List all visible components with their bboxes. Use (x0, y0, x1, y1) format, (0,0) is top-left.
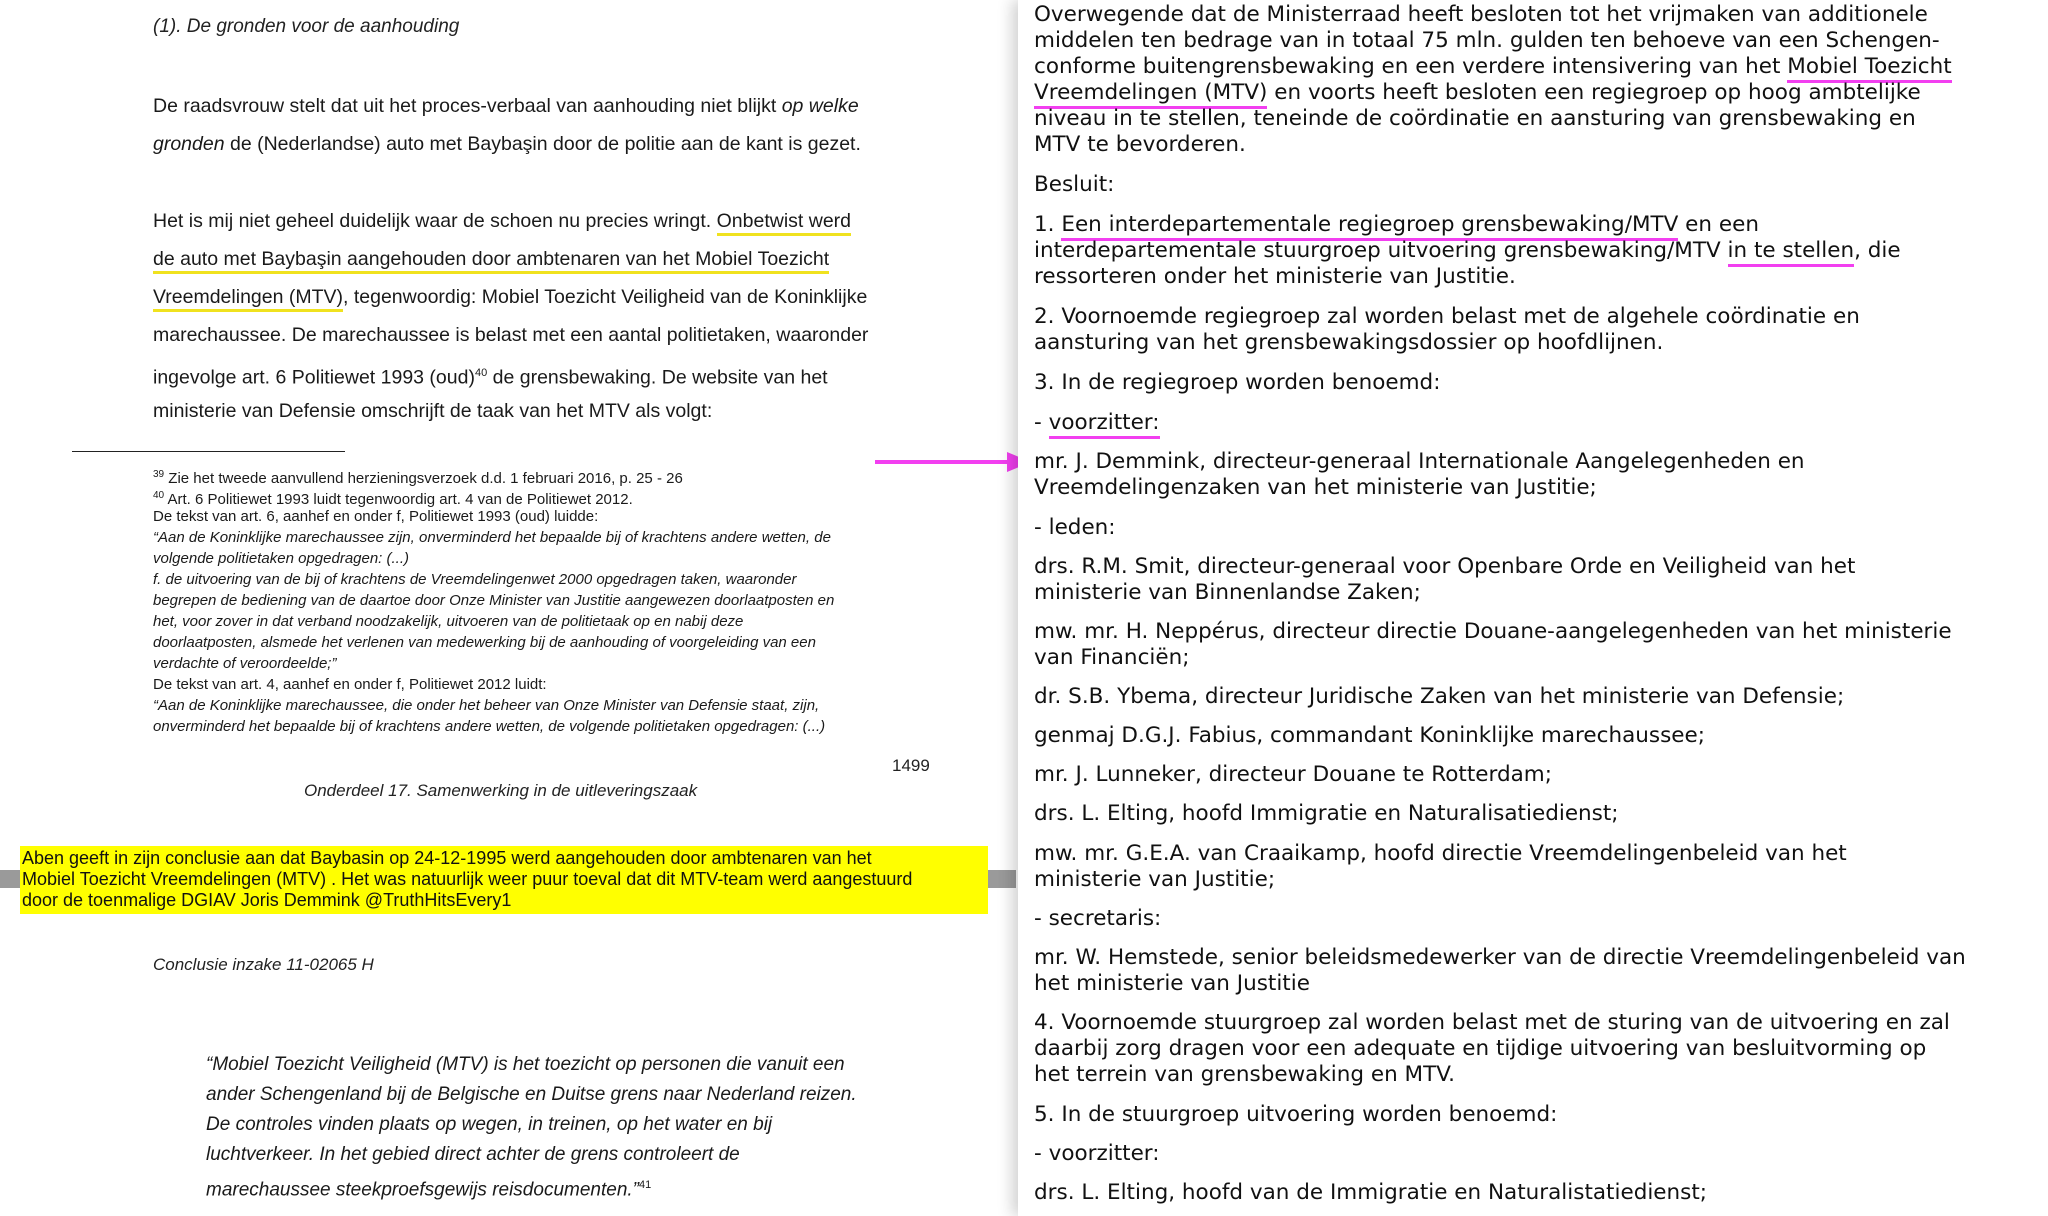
member-hemstede: mr. W. Hemstede, senior beleidsmedewerker van de directie Vreemdelingenbeleid van het ministerie van Justitie (1034, 945, 1966, 996)
page-header-conclusie: Conclusie inzake 11-02065 H (153, 955, 374, 974)
footnotes: $^{39}$ Zie het tweede aanvullend herzieningsverzoek d.d. 1 februari 2016, p. 25 - 26 $^{40}$ Art. 6 Politiewet 1993 luidt tegenwoordig art. 4 van de Politiewet 2012. De tekst van art. 6, aanhef en onder f, Politiewet 1993 (oud) luidde: “Aan de Koninklijke marechaussee zijn, onverminderd het bepaalde bij of krachtens andere wetten, de volgende politietaken opgedragen: (...) f. de uitvoering van de bij of krachtens de Vreemdelingenwet 2000 opgedragen taken, waaronder begrepen de bediening van de daartoe door Onze Minister van Justitie aangewezen doorlaatposten en het, voor zover in dat verband noodzakelijk, uitvoeren van de politietaak op en nabij deze doorlaatposten, alsmede het verlenen van medewerking bij de aanhouding of voorgeleiding van een verdachte of veroordeelde;” De tekst van art. 4, aanhef en onder f, Politiewet 2012 luidt: “Aan de Koninklijke marechaussee, die onder het beheer van Onze Minister van Defensie staat, zijn, onverminderd het bepaalde bij of krachtens andere wetten, de volgende politietaken opgedragen: (...) (153, 464, 853, 737)
member-craaikamp: mw. mr. G.E.A. van Craaikamp, hoofd directie Vreemdelingenbeleid van het ministerie van Justitie; (1034, 841, 1847, 892)
secretaris-label: - secretaris: (1034, 906, 1162, 931)
paragraph-onbetwist: Het is mij niet geheel duidelijk waar de schoen nu precies wringt. Onbetwist werd de auto met Baybaşin aangehouden door ambtenaren van het Mobiel Toezicht Vreemdelingen (MTV), tegenwoordig: Mobiel Toezicht Veiligheid van de Koninklijke marechaussee. De marechaussee is belast met een aantal politietaken, waaronder ingevolge art. 6 Politiewet 1993 (oud)$^{40}$ de grensbewaking. De website van het ministerie van Defensie omschrijft de taak van het MTV als volgt: (153, 210, 869, 422)
page-subheading: Onderdeel 17. Samenwerking in de uitleveringszaak (304, 781, 698, 800)
divider-edge (988, 870, 1016, 888)
besluit-label: Besluit: (1034, 172, 1115, 197)
member-lunneker: mr. J. Lunneker, directeur Douane te Rotterdam; (1034, 762, 1552, 787)
yellow-underline-highlight: Onbetwist werd (717, 210, 851, 236)
member-fabius: genmaj D.G.J. Fabius, commandant Koninklijke marechaussee; (1034, 723, 1705, 748)
pink-underline-highlight: in te stellen (1728, 238, 1855, 267)
member-nepperus: mw. mr. H. Neppérus, directeur directie Douane-aangelegenheden van het ministerie van Financiën; (1034, 619, 1952, 670)
divider-edge (0, 870, 20, 888)
page-number: 1499 (892, 756, 930, 775)
leden-label: - leden: (1034, 515, 1116, 540)
footnote-divider (72, 451, 345, 452)
member-smit: drs. R.M. Smit, directeur-generaal voor Openbare Orde en Veiligheid van het ministerie van Binnenlandse Zaken; (1034, 554, 1856, 605)
paragraph-besluit-3: 3. In de regiegroep worden benoemd: (1034, 370, 1441, 395)
member-demmink: mr. J. Demmink, directeur-generaal Internationale Aangelegenheden en Vreemdelingenzaken van het ministerie van Justitie; (1034, 449, 1805, 500)
member-elting-2: drs. L. Elting, hoofd van de Immigratie en Naturalistatiedienst; (1034, 1180, 1708, 1205)
pink-underline-highlight: Mobiel Toezicht (1787, 54, 1951, 83)
member-ybema: dr. S.B. Ybema, directeur Juridische Zaken van het ministerie van Defensie; (1034, 684, 1845, 709)
paragraph-besluit-1: 1. Een interdepartementale regiegroep grensbewaking/MTV en een interdepartementale stuurgroep uitvoering grensbewaking/MTV in te stellen, die ressorteren onder het ministerie van Justitie. (1034, 212, 1901, 289)
paragraph-besluit-2: 2. Voornoemde regiegroep zal worden belast met de algehele coördinatie en aansturing van het grensbewakingsdossier op hoofdlijnen. (1034, 304, 1860, 355)
paragraph-besluit-4: 4. Voornoemde stuurgroep zal worden belast met de sturing van de uitvoering en zal daarbij zorg dragen voor een adequate en tijdige uitvoering van besluitvorming op het terrein van grensbewaking en MTV. (1034, 1010, 1950, 1087)
pink-underline-highlight: Vreemdelingen (MTV) (1034, 80, 1267, 109)
highlighted-commentary-box: Aben geeft in zijn conclusie aan dat Baybasin op 24-12-1995 werd aangehouden door ambtenaren van het Mobiel Toezicht Vreemdelingen (MTV) . Het was natuurlijk weer puur toeval dat dit MTV-team werd aangestuurd door de toenmalige DGIAV Joris Demmink @TruthHitsEvery1 (20, 846, 988, 914)
voorzitter-label: - voorzitter: (1034, 410, 2014, 436)
yellow-underline-highlight: de auto met Baybaşin aangehouden door ambtenaren van het Mobiel Toezicht (153, 248, 829, 274)
pink-underline-highlight: Een interdepartementale regiegroep grensbewaking/MTV (1061, 212, 1678, 241)
member-elting: drs. L. Elting, hoofd Immigratie en Naturalisatiedienst; (1034, 801, 1619, 826)
paragraph-besluit-5: 5. In de stuurgroep uitvoering worden benoemd: (1034, 1102, 1558, 1127)
voorzitter2-label: - voorzitter: (1034, 1141, 1160, 1166)
yellow-underline-highlight: Vreemdelingen (MTV) (153, 286, 343, 312)
left-document-panel (0, 0, 1016, 1216)
pink-underline-highlight: voorzitter: (1049, 410, 1160, 439)
blockquote-mtv: “Mobiel Toezicht Veiligheid (MTV) is het toezicht op personen die vanuit een ander Schengenland bij de Belgische en Duitse grens naar Nederland reizen. De controles vinden plaats op wegen, in treinen, op het water en bij luchtverkeer. In het gebied direct achter de grens controleert de marechaussee steekproefsgewijs reisdocumenten.”$^{41}$ (206, 1054, 857, 1201)
footnote-40: $^{40}$ Art. 6 Politiewet 1993 luidt tegenwoordig art. 4 van de Politiewet 2012. (153, 490, 633, 508)
footnote-39: $^{39}$ Zie het tweede aanvullend herzieningsverzoek d.d. 1 februari 2016, p. 25 - 26 (153, 469, 683, 487)
paragraph-overwegende: Overwegende dat de Ministerraad heeft besloten tot het vrijmaken van additionele middelen ten bedrage van in totaal 75 mln. gulden ten behoeve van een Schengen- conforme buitengrensbewaking en een verdere intensivering van het Mobiel Toezicht Vreemdelingen (MTV) en voorts heeft besloten een regiegroep op hoog ambtelijke niveau in te stellen, teneinde de coördinatie en aansturing van grensbewaking en MTV te bevorderen. (1034, 2, 1952, 157)
pink-arrow-icon (873, 452, 1033, 478)
paragraph-raadsvrouw: De raadsvrouw stelt dat uit het proces-verbaal van aanhouding niet blijkt op welke gronden de (Nederlandse) auto met Baybaşin door de politie aan de kant is gezet. (153, 95, 861, 155)
section-heading: (1). De gronden voor de aanhouding (153, 16, 460, 37)
